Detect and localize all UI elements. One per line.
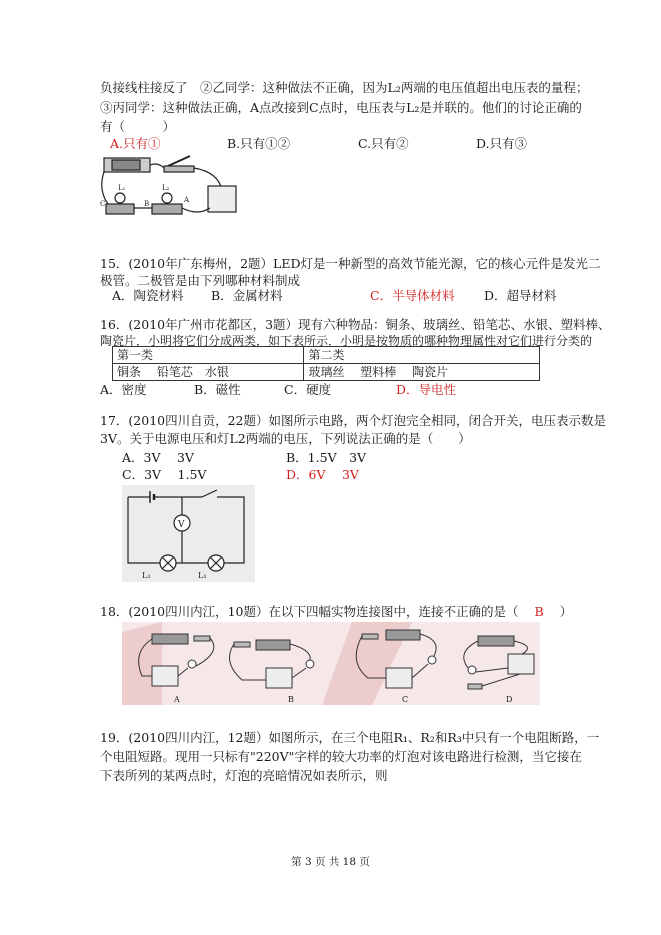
q16-option-b: B．磁性 [194, 382, 241, 397]
q14-option-c: C.只有② [358, 136, 409, 151]
q18-circuits-figure [122, 622, 540, 705]
table-header-class-1: 第一类 [113, 347, 304, 364]
q18-close-paren: ） [559, 604, 573, 619]
q15-option-b: B．金属材料 [211, 288, 283, 303]
q18-answer: B [534, 604, 544, 619]
q18-text-line-1 [100, 604, 572, 620]
q19-text-line-1: 19．(2010四川内江，12题）如图所示，在三个电阻R₁、R₂和R₃中只有一个电阻断路，一 [100, 730, 600, 745]
q14-label-l1: L₁ [118, 184, 126, 192]
q14-circuit-figure [98, 150, 238, 222]
q16-option-d: D．导电性 [396, 382, 457, 397]
q17-label-l1: L₁ [198, 571, 207, 580]
q17-text-line-2: 3V。关于电源电压和灯L2两端的电压，下列说法正确的是（ ） [100, 431, 471, 446]
q14-text-line-2: ③丙同学：这种做法正确，A点改接到C点时，电压表与L₂是并联的。他们的讨论正确的 [100, 100, 582, 115]
q16-text-line-2: 陶瓷片．小明将它们分成两类，如下表所示．小明是按物质的哪种物理属性对它们进行分类的 [100, 334, 593, 348]
q16-text-line-1: 16．(2010年广州市花都区，3题）现有六种物品：铜条、玻璃丝、铅笔芯、水银、塑料棒、 [100, 317, 611, 332]
q17-label-l2: L₂ [142, 571, 151, 580]
q17-option-c: C．3V 1.5V [122, 467, 207, 482]
q15-text-line-2: 极管。二极管是由下列哪种材料制成 [100, 273, 301, 288]
q18-label-b: B [288, 695, 294, 704]
q18-label-a: A [174, 695, 180, 704]
table-cell-class-1: 铜条 铅笔芯 水银 [113, 364, 304, 381]
q18-label-d: D [506, 695, 513, 704]
q17-circuit-figure [122, 485, 255, 582]
q15-option-d: D．超导材料 [484, 288, 557, 303]
q17-text-line-1: 17．(2010四川自贡，22题）如图所示电路，两个灯泡完全相同，闭合开关，电压表示数是 [100, 413, 607, 428]
q17-option-d: D．6V 3V [286, 467, 359, 482]
page-footer: 第 3 页 共 18 页 [291, 856, 370, 868]
table-header-class-2: 第二类 [304, 347, 540, 364]
q14-option-a: A.只有① [110, 136, 161, 151]
q15-text-line-1: 15．(2010年广东梅州，2题）LED灯是一种新型的高效节能光源，它的核心元件是发光二 [100, 256, 601, 271]
q14-label-l2: L₂ [162, 184, 170, 192]
q19-text-line-3: 下表所列的某两点时，灯泡的亮暗情况如表所示，则 [100, 768, 388, 783]
q16-classification-table [112, 346, 540, 381]
q14-text-line-3: 有（ ） [100, 119, 176, 134]
table-cell-class-2: 玻璃丝 塑料棒 陶瓷片 [304, 364, 540, 381]
q16-option-a: A．密度 [100, 382, 147, 397]
q16-option-c: C．硬度 [284, 382, 332, 397]
q17-option-b: B．1.5V 3V [286, 450, 367, 465]
q14-text-line-1: 负接线柱接反了 ②乙同学：这种做法不正确，因为L₂两端的电压值超出电压表的量程； [100, 80, 589, 95]
q14-option-d: D.只有③ [476, 136, 528, 151]
q18-label-c: C [402, 695, 409, 704]
q14-option-b: B.只有①② [227, 136, 291, 151]
q17-voltmeter-label: V [178, 520, 185, 530]
q14-label-c: C [100, 200, 106, 208]
q14-label-b: B [144, 200, 150, 208]
q15-option-a: A．陶瓷材料 [112, 288, 184, 303]
q14-label-a: A [184, 196, 190, 204]
q18-question: 18．(2010四川内江，10题）在以下四幅实物连接图中，连接不正确的是（ [100, 604, 519, 619]
q15-option-c: C．半导体材料 [370, 288, 455, 303]
q17-option-a: A．3V 3V [122, 450, 194, 465]
q19-text-line-2: 个电阻短路。现用一只标有"220V"字样的较大功率的灯泡对该电路进行检测，当它接在 [100, 749, 582, 764]
